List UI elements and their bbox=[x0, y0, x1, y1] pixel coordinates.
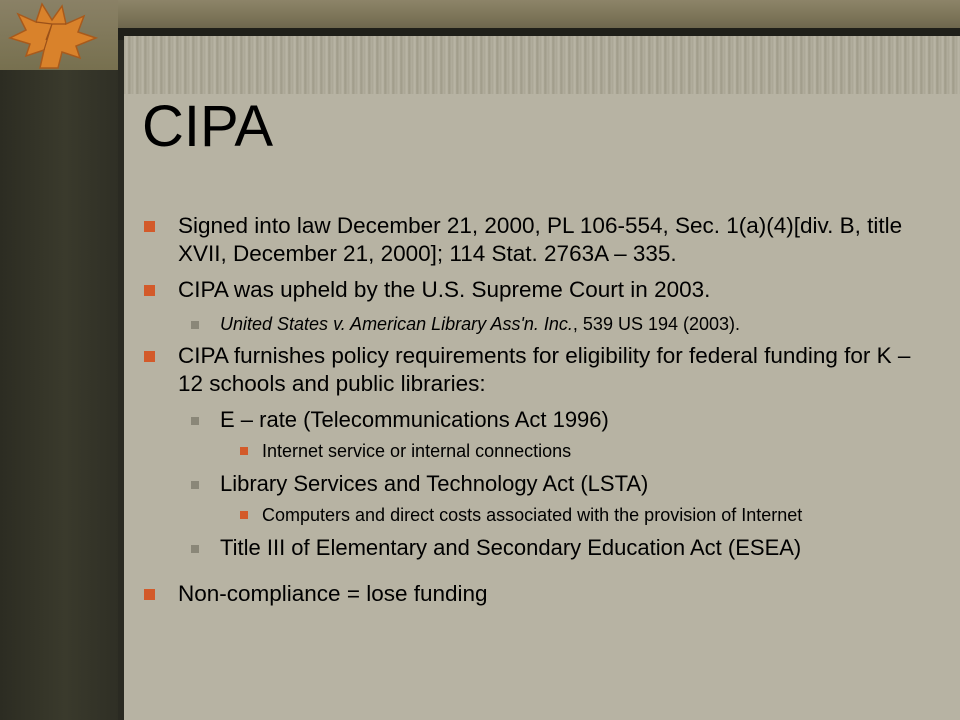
bullet-non-compliance: Non-compliance = lose funding bbox=[140, 580, 940, 608]
bullet-marker bbox=[191, 417, 199, 425]
bullet-e-rate: E – rate (Telecommunications Act 1996) bbox=[140, 406, 940, 434]
bullet-lsta: Library Services and Technology Act (LSTA) bbox=[140, 470, 940, 498]
bullet-signed-into-law: Signed into law December 21, 2000, PL 106-554, Sec. 1(a)(4)[div. B, title XVII, December 21, 2000]; 114 Stat. 2763A – 335. bbox=[140, 212, 940, 268]
bullet-marker bbox=[144, 351, 155, 362]
bullet-marker bbox=[144, 221, 155, 232]
top-texture-band bbox=[0, 0, 960, 28]
bullet-marker bbox=[240, 511, 248, 519]
bullet-policy-requirements: CIPA furnishes policy requirements for eligibility for federal funding for K – 12 schools and public libraries: bbox=[140, 342, 940, 398]
bullet-computers-costs: Computers and direct costs associated with the provision of Internet bbox=[140, 504, 940, 526]
left-dark-band bbox=[0, 0, 118, 720]
slide-title: CIPA bbox=[142, 94, 274, 159]
bullet-upheld: CIPA was upheld by the U.S. Supreme Court in 2003. bbox=[140, 276, 940, 304]
bullet-marker bbox=[144, 589, 155, 600]
panel-texture-top bbox=[124, 36, 960, 94]
maple-leaf-icon bbox=[0, 0, 118, 70]
bullet-esea: Title III of Elementary and Secondary Education Act (ESEA) bbox=[140, 534, 940, 562]
bullet-marker bbox=[240, 447, 248, 455]
bullet-marker bbox=[191, 481, 199, 489]
bullet-marker bbox=[191, 321, 199, 329]
bullet-internet-service: Internet service or internal connections bbox=[140, 440, 940, 462]
bullet-list bbox=[140, 212, 940, 616]
bullet-marker bbox=[191, 545, 199, 553]
case-name: United States v. American Library Ass'n. Inc. bbox=[220, 314, 573, 334]
case-citation: , 539 US 194 (2003). bbox=[572, 314, 741, 334]
bullet-case-citation bbox=[140, 312, 940, 336]
bullet-marker bbox=[144, 285, 155, 296]
